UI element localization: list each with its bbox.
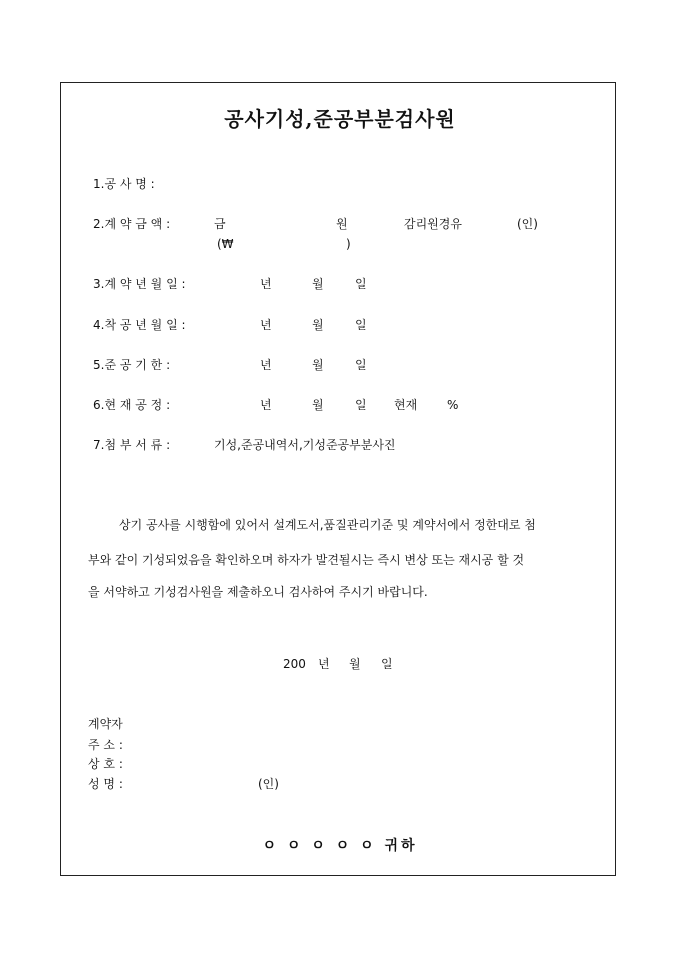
- document-border: [60, 82, 616, 876]
- body-line-2: 부와 같이 기성되었음을 확인하오며 하자가 발견될시는 즉시 변상 또는 재시공 할 것: [88, 553, 525, 567]
- current-progress-percent: %: [447, 398, 459, 412]
- contract-date-label: 3.계 약 년 월 일 :: [93, 277, 186, 291]
- contractor-company-label: 상 호 :: [88, 757, 123, 771]
- contract-amount-prefix: 금: [214, 217, 226, 231]
- contractor-seal: (인): [258, 777, 279, 791]
- completion-deadline-year: 년: [260, 358, 272, 372]
- contract-amount-won: 원: [336, 217, 348, 231]
- document-title: 공사기성,준공부분검사원: [224, 107, 456, 131]
- contract-date-year: 년: [260, 277, 272, 291]
- project-name-label: 1.공 사 명 :: [93, 177, 155, 191]
- current-progress-month: 월: [312, 398, 324, 412]
- start-date-year: 년: [260, 318, 272, 332]
- contract-amount-krw-open: (₩: [217, 237, 234, 251]
- start-date-label: 4.착 공 년 월 일 :: [93, 318, 186, 332]
- current-progress-label: 6.현 재 공 정 :: [93, 398, 171, 412]
- completion-deadline-month: 월: [312, 358, 324, 372]
- body-line-1: 상기 공사를 시행함에 있어서 설계도서,품질관리기준 및 계약서에서 정한대로 첨: [119, 518, 536, 532]
- submit-date-day: 일: [381, 657, 393, 671]
- current-progress-now: 현재: [394, 398, 418, 412]
- contractor-name-label: 성 명 :: [88, 777, 123, 791]
- contract-amount-krw-close: ): [346, 237, 351, 251]
- supervisor-via: 감리원경유: [404, 217, 462, 231]
- attachments-value: 기성,준공내역서,기성준공부분사진: [214, 438, 396, 452]
- supervisor-seal: (인): [517, 217, 538, 231]
- attachments-label: 7.첨 부 서 류 :: [93, 438, 171, 452]
- completion-deadline-label: 5.준 공 기 한 :: [93, 358, 171, 372]
- contractor-address-label: 주 소 :: [88, 738, 123, 752]
- contract-amount-label: 2.계 약 금 액 :: [93, 217, 171, 231]
- contract-date-month: 월: [312, 277, 324, 291]
- contractor-heading: 계약자: [88, 717, 123, 731]
- submit-date-year-unit: 년: [318, 657, 330, 671]
- current-progress-year: 년: [260, 398, 272, 412]
- recipient-line: ㅇ ㅇ ㅇ ㅇ ㅇ 귀하: [262, 838, 418, 854]
- submit-date-month: 월: [349, 657, 361, 671]
- contract-date-day: 일: [355, 277, 367, 291]
- current-progress-day: 일: [355, 398, 367, 412]
- submit-date-year: 200: [283, 657, 306, 671]
- start-date-day: 일: [355, 318, 367, 332]
- completion-deadline-day: 일: [355, 358, 367, 372]
- start-date-month: 월: [312, 318, 324, 332]
- body-line-3: 을 서약하고 기성검사원을 제출하오니 검사하여 주시기 바랍니다.: [88, 585, 428, 599]
